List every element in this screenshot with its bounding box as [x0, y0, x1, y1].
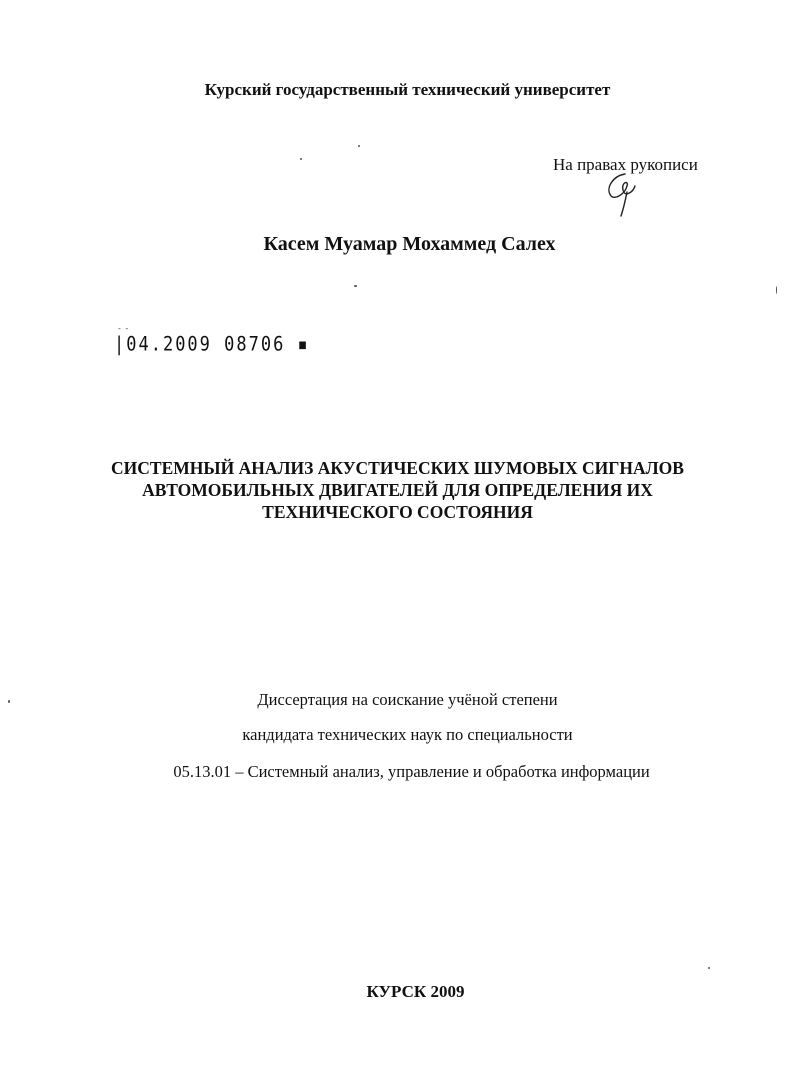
scan-speck: [358, 145, 360, 147]
scan-speck: [708, 967, 710, 969]
rights-note: На правах рукописи: [553, 155, 698, 174]
code-end-mark: ▪: [285, 333, 310, 356]
registration-code: [114, 333, 310, 356]
dissertation-degree-line: Диссертация на соискание учёной степени: [257, 690, 558, 709]
title-line-3: ТЕХНИЧЕСКОГО СОСТОЯНИЯ: [262, 502, 533, 522]
author-name: Касем Муамар Мохаммед Салех: [263, 233, 556, 255]
scan-speck: [300, 158, 302, 160]
code-start-bar: |: [114, 333, 127, 356]
dissertation-candidate-line: кандидата технических наук по специальности: [242, 725, 573, 744]
scan-speck: [354, 285, 357, 287]
title-line-2: АВТОМОБИЛЬНЫХ ДВИГАТЕЛЕЙ ДЛЯ ОПРЕДЕЛЕНИЯ ИХ: [142, 480, 653, 500]
city-year: КУРСК 2009: [366, 982, 465, 1001]
dissertation-specialty-line: 05.13.01 – Системный анализ, управление и обработка информации: [173, 762, 650, 781]
university-name: Курский государственный технический университет: [204, 80, 611, 99]
registration-code-marks: - -: [118, 324, 130, 333]
scan-speck: [776, 286, 777, 294]
registration-code-value: 04.2009 08706: [126, 333, 286, 356]
title-line-1: СИСТЕМНЫЙ АНАЛИЗ АКУСТИЧЕСКИХ ШУМОВЫХ СИГНАЛОВ: [111, 458, 684, 478]
dissertation-title: [0, 457, 795, 523]
handwritten-signature: [603, 170, 643, 218]
scan-speck: [8, 700, 10, 703]
